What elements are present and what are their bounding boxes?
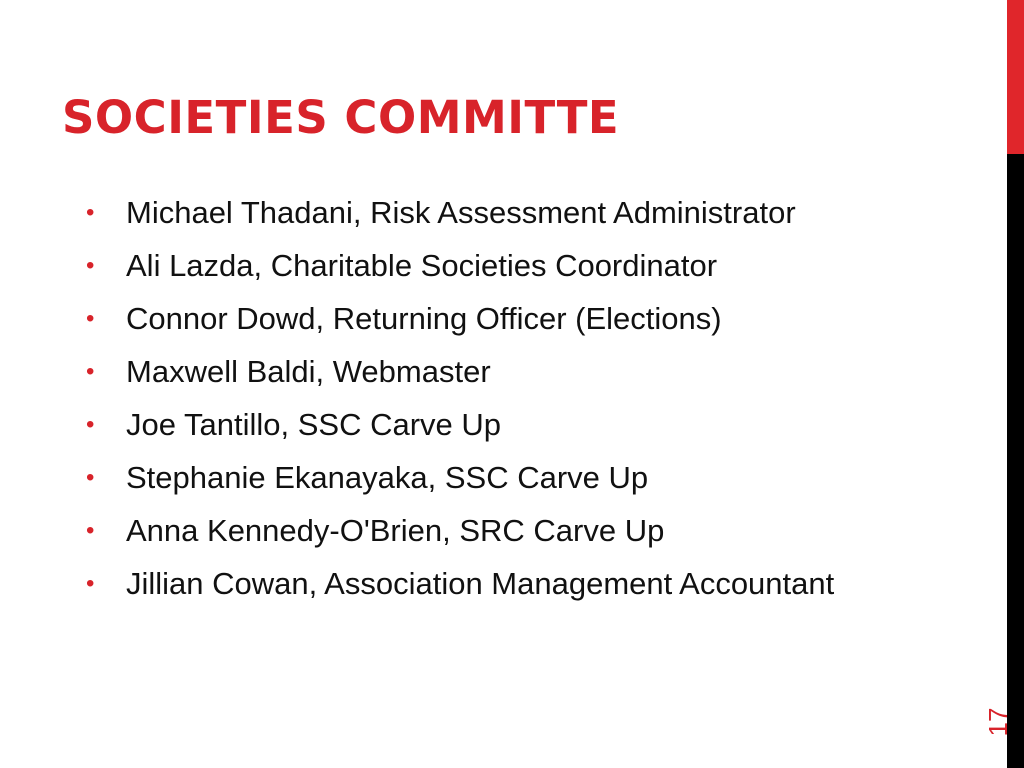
side-accent-bar bbox=[1007, 0, 1024, 154]
list-item-text: Michael Thadani, Risk Assessment Administrator bbox=[126, 195, 796, 230]
bullet-icon: • bbox=[86, 517, 95, 544]
bullet-icon: • bbox=[86, 305, 95, 332]
list-item-text: Connor Dowd, Returning Officer (Elections) bbox=[126, 301, 722, 336]
list-item-text: Joe Tantillo, SSC Carve Up bbox=[126, 407, 502, 442]
bullet-icon: • bbox=[86, 570, 95, 597]
side-dark-bar bbox=[1007, 154, 1024, 768]
list-item-text: Anna Kennedy-O'Brien, SRC Carve Up bbox=[126, 513, 665, 548]
bullet-icon: • bbox=[86, 464, 95, 491]
list-item-text: Stephanie Ekanayaka, SSC Carve Up bbox=[126, 460, 649, 495]
list-item-text: Jillian Cowan, Association Management Accountant bbox=[126, 566, 835, 601]
list-item-text: Maxwell Baldi, Webmaster bbox=[126, 354, 491, 389]
bullet-icon: • bbox=[86, 199, 95, 226]
page-number: 17 bbox=[983, 707, 1013, 737]
slide-title: SOCIETIES COMMITTE bbox=[62, 91, 620, 144]
bullet-icon: • bbox=[86, 252, 95, 279]
bullet-icon: • bbox=[86, 411, 95, 438]
bullet-icon: • bbox=[86, 358, 95, 385]
list-item-text: Ali Lazda, Charitable Societies Coordinator bbox=[126, 248, 718, 283]
